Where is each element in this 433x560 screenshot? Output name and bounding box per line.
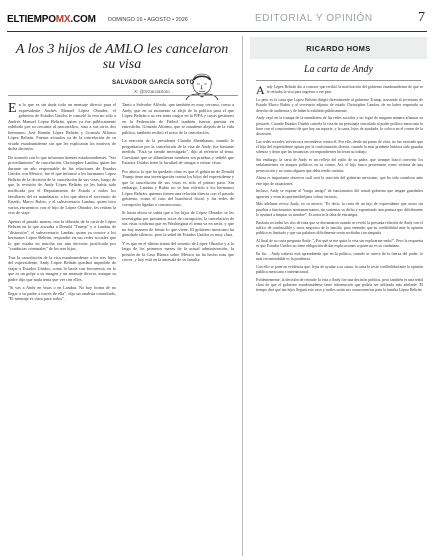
right-article-paragraph: Las redes sociales volvieron a encenderse contra él. Por ello, desde mi punto de vista, no fue acertado que el hijo del expresidente optara por la confrontación directa, cuando lo más prudente hubiera sido guardar silencio y dejar que las instancias correspondientes hicieran su trabajo. (256, 138, 423, 155)
masthead-divider (7, 31, 427, 32)
left-article-paragraph: La reacción de la presidenta Claudia Sheinbaum, cuando le preguntaron por la cancelación de la visa de Andy, fue bastante medida. "Está ya siendo investigado", dijo al referirse al tema. Cuestionó que se difundieran nombres sin pruebas y señaló que Estados Unidos tiene la facultad de otorgar o retirar visas. (122, 138, 234, 166)
masthead (0, 0, 433, 36)
left-article-paragraph: "Si vas a Andy en visas o en Landau. No hay forma de no llegar a su padre a través de ella", dijo un analista consultado, "El mensaje es claro para todos". (8, 285, 116, 302)
left-article-paragraph: Tanto a Salvador Alfredo, que también es muy cercano, como a Andy, que en su momento se alejó de la política para el que López Beltrán a su vez tenía cargos en la FIFA y cuyas gestiones en la Federación de Fútbol también fueron puestas en entredicho. Gonzalo Alfonso, que se mantiene alejado de la vida pública, también recibió el aviso de la cancelación. (122, 102, 234, 135)
left-article-paragraph: Apenas el pasado martes, tras la difusión de la carta de López Beltrán en la que acusaba a Donald "Trump" y a Landau de "distorsión", el subsecretario Landau, quien ya conoce a los hermanos López Beltrán, respondió en sus redes sociales que lo que estaba en marcha era una decisión justificada por "conductas criminales" de los tres hijos. (8, 218, 116, 252)
left-article-paragraph: Y es que en el último tramo del sexenio de López Obrador y a lo largo de los primeros meses de la actual administración, la presión de la Casa Blanca sobre México no ha hecho más que crecer, y hoy está en la antesala de su familia. (122, 240, 234, 263)
left-article-dropcap: E (8, 101, 17, 116)
logo-main: ELTIEMPO (7, 14, 56, 25)
right-article-paragraph: Andy cayó en la trampa de la inmediatez de las redes sociales y no logró de ninguna manera afianzar su posición. Cuando Estados Unidos cancela la visa de un personaje vinculado al poder político mexicano lo hace con el conocimiento de que hay un soporte, y la carta, lejos de ayudarle, lo coloca en el centro de la discusión. (256, 115, 423, 137)
right-article-paragraph: Al final de su carta pregunta Andy: "¿Por qué se me quita la visa sin explicarme nada?". Pero la respuesta es que Estados Unidos no tiene obligación de dar explicaciones a quien no es su ciudadano. (256, 237, 423, 249)
left-article-paragraph: De acuerdo con lo que informan fuentes estadounidenses, "Ser procedimiento" de cancelación, Christopher Landau, quien fue durante un año responsable de las relaciones de Estados Unidos con México, fue el que informó a los hermanos López Beltrán de la decisión de la cancelación de sus visas, luego de que la revisión de Andy López Beltrán ya les había sido notificada por el Departamento de Estado a todos los familiares del ex mandatario, a los que ahora el secretario de Estado, Marco Rubio, y el subsecretario Landau, quien tuvo varios encuentros con el hijo de López Obrador, les retiran la visa de viaje. (8, 154, 116, 216)
right-article-title: La carta de Andy (304, 64, 373, 75)
left-article-paragraph: En lo que es sin duda todo un mensaje directo para el expresidente Andrés Manuel López Obrador, el gobierno de Estados Unidos le canceló la visa no sólo a Andrés Manuel López Beltrán, quien ya fue públicamente exhibido por su cercanía al narcotráfico, sino a sus otros dos hermanos, José Ramón López Beltrán y Gonzalo Alfonso López Beltrán. Fueron avisados ya de la cancelación de su visado estadounidense sin que les explicaran los motivos de dicha decisión. (8, 101, 116, 152)
right-article-body (256, 84, 423, 295)
right-article-paragraph: Más adelante revisa Andy, en su misiva: "Es decir, la carta de un hijo de expresidente que acusa sin pruebas a funcionarios norteamericanos, sin sustentar su dicho y exponiendo una postura que difícilmente le ayudará a limpiar su nombre". Es notoria la falta de estrategia. (256, 201, 423, 217)
right-article-paragraph: Incluso, Andy se expone al "fuego amigo" de funcionarios del actual gobierno que tengan guardados agravios y vean la oportunidad para cobrar facturas. (256, 188, 423, 199)
right-article-paragraph: Ahora es importante observar cuál será la reacción del gobierno mexicano, que ha sido cauteloso ante este tipo de situaciones. (256, 175, 423, 186)
right-article-paragraph: Andy López Beltrán dio a conocer que recibió la notificación del gobierno estadounidense de que se le retiraba la visa para ingresar a ese país. (256, 83, 423, 97)
right-article-paragraph: Con ello se pone en evidencia que, lejos de ayudar a su causa, la carta le restó credibilidad ante la opinión pública mexicana e internacional. (256, 263, 423, 275)
right-article-columnist: RICARDO HOMS (306, 44, 371, 53)
column-separator (242, 36, 243, 556)
newspaper-logo[interactable] (7, 14, 96, 25)
left-article-headline: A los 3 hijos de AMLO les cancelaron su visa (15, 42, 229, 72)
section-title: EDITORIAL Y OPINIÓN (255, 13, 373, 24)
left-article-paragraph: Tras la cancelación de la visa estadounidense a los tres hijos del expresidente, Andy López Beltrán quedará impedido de viajar a Estados Unidos, como lo hacía con frecuencia, en lo que es un golpe a su imagen y un mensaje directo, aunque su padre dijo que nada tenía que ver con ellos. (8, 254, 116, 282)
left-article-author-handle[interactable]: X: @SGarciaSoto (134, 89, 170, 94)
right-article-dropcap: A (256, 83, 265, 97)
left-article-column-1 (8, 102, 116, 305)
issue-date: DOMINGO 16 • AGOSTO • 2026 (108, 17, 188, 23)
right-article-paragraph: En fin… Andy todavía está aprendiendo que en la política, cuando se carece de la fuerza del poder, lo más recomendable es la prudencia. (256, 250, 423, 262)
logo-tld: .COM (70, 14, 96, 25)
right-article-paragraph: Evidentemente, la decisión de retirarle la visa a Andy fue una decisión política, pero también es una señal clara de que el gobierno estadounidense tiene información que podría ser utilizada más adelante. El tiempo dirá qué tan lejos llegará este caso y cuáles serán sus consecuencias para la familia López Beltrán. (256, 276, 423, 293)
right-article-paragraph: Lo peor es la carta que López Beltrán dirigió directamente al gobierno Trump, acusando al secretario de Estado Marco Rubio y al secretario adjunto de estado Christopher Landau, de no haber respetado su derecho de audiencia y de haberlo exhibido públicamente. (256, 96, 423, 113)
logo-suffix: MX (55, 14, 71, 25)
right-article-paragraph: Sin embargo, la carta de Andy es un reflejo del estilo de su padre, que siempre buscó convertir los señalamientos en ataques políticos en su contra. Así, el hijo busca presentarse como víctima de una persecución y no como alguien que deba rendir cuentas. (256, 157, 423, 173)
left-article-paragraph: Por ahora, lo que ha quedado claro es que el gobierno de Donald Trump tiene una investigación contra los hijos del expresidente y que la cancelación de sus visas es sólo el primer paso. Sin embargo, Landau y Rubio no se han referido a los hermanos López Beltrán, quienes tienen una relación directa con el pasado gobierno, como el caso del huachicol fiscal, y las redes de corrupción ligadas a constructoras. (122, 168, 234, 207)
author-divider (8, 95, 238, 96)
page-number: 7 (418, 10, 425, 25)
right-article-divider (256, 80, 421, 81)
left-article-author: SALVADOR GARCÍA SOTO (112, 80, 195, 86)
left-article-paragraph: Si hasta ahora se sabía que a los hijos de López Obrador se les investigaba por presuntos actos de corrupción, la cancelación de sus visas confirma que en Washington el tema va en serio, y que no hay manera de frenar lo que viene. El gobierno mexicano ha guardado silencio, pero la señal de Estados Unidos es muy clara. (122, 210, 234, 238)
right-article-paragraph: Bastaría recordar los ríos de tinta que se derramaron cuando se reveló la presunta relación de Andy con el tráfico de combustible y otros negocios de la familia, para entender que su credibilidad ante la opinión pública es limitada y que sus palabras difícilmente serán recibidas con simpatía. (256, 219, 423, 236)
left-article-column-2 (122, 102, 234, 266)
